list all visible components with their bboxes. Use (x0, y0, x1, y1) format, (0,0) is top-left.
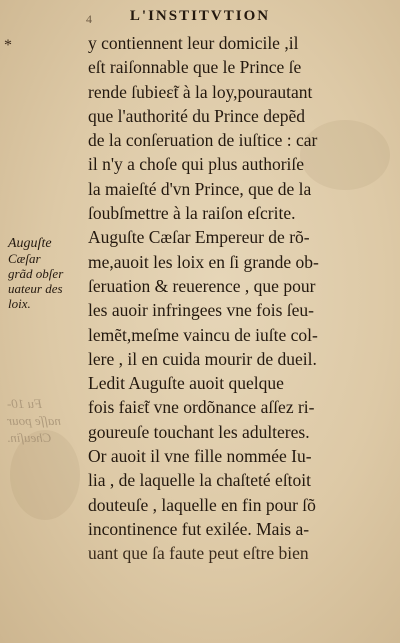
text-line: y contiennent leur domicile ,il (88, 33, 299, 53)
text-line: goureuſe touchant les adulteres. (88, 421, 310, 442)
text-line: ſeruation & reuerence , que pour (88, 275, 316, 296)
show-through-line: naſſe pour (7, 413, 61, 428)
text-line: la maieſté d'vn Prince, que de la (88, 178, 312, 199)
text-line: incontinence fut exilée. Mais a- (88, 518, 310, 539)
marginal-note-line: Auguſte (8, 236, 52, 251)
show-through-line: Fu 10- (7, 396, 43, 411)
text-line: ſoubſmettre à la raiſon eſcrite. (88, 203, 296, 224)
text-line: lere , il en cuida mourir de dueil. (88, 348, 317, 369)
text-line: il n'y a choſe qui plus authoriſe (88, 154, 305, 175)
text-line: fois faiɛ̃t vne ordõnance aſſez ri- (88, 397, 315, 418)
text-line: me,auoit les loix en ſi grande ob- (88, 251, 319, 272)
text-line: les auoir infringees vne fois ſeu- (88, 300, 314, 321)
running-head: L'INSTITVTION (129, 8, 271, 24)
marginal-note-line: grãd obſer (8, 266, 64, 281)
folio-number: 4 (86, 12, 92, 26)
show-through-line: Cheuſin. (7, 430, 52, 445)
marginal-note-line: Cæſar (8, 251, 41, 266)
text-line: eſt raiſonnable que le Prince ſe (88, 57, 302, 78)
body-text (88, 31, 388, 566)
marginal-note-line: loix. (8, 296, 31, 311)
marginal-note (8, 236, 88, 311)
show-through-text (7, 395, 87, 446)
text-line: douteuſe , laquelle en fin pour ſõ (88, 494, 316, 515)
text-line: que l'authorité du Prince depẽd (88, 105, 305, 126)
text-line: de la conſeruation de iuſtice : car (88, 130, 318, 151)
text-line: lemẽt,meſme vaincu de iuſte col- (88, 324, 318, 345)
text-line: Auguſte Cæſar Empereur de rõ- (88, 227, 310, 248)
marginal-note-line: uateur des (8, 281, 63, 296)
text-line: Ledit Auguſte auoit quelque (88, 373, 284, 394)
text-line: lia , de laquelle la chaſteté eſtoit (88, 470, 312, 491)
text-line: Or auoit il vne fille nommée Iu- (88, 446, 312, 467)
text-line: rende ſubieɛ̃t à la loy,pourautant (88, 81, 313, 102)
margin-asterisk-mark: * (4, 37, 12, 54)
catchword-line: uant que ſa faute peut eſtre bien (88, 543, 309, 564)
